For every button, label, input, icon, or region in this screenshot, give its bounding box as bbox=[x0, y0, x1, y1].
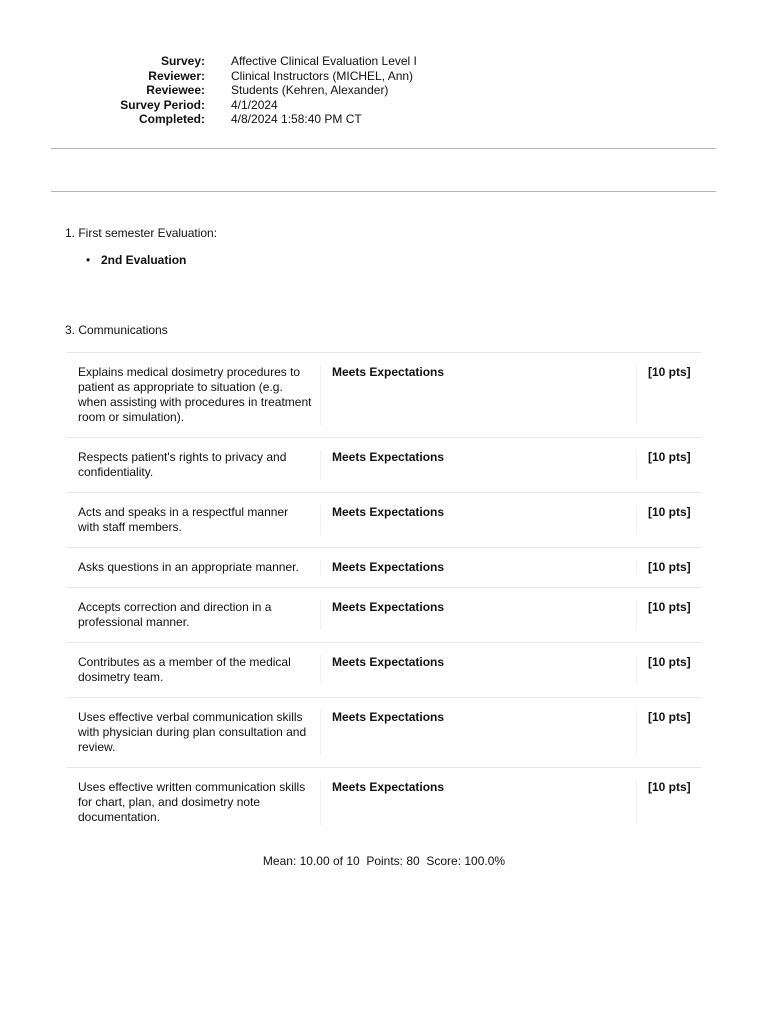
reviewee-label: Reviewee: bbox=[146, 83, 205, 97]
reviewer-label: Reviewer: bbox=[148, 68, 205, 83]
score-summary: Mean: 10.00 of 10 Points: 80 Score: 100.0% bbox=[262, 854, 506, 868]
criterion-rating: Meets Expectations bbox=[321, 450, 637, 480]
criterion-rating: Meets Expectations bbox=[321, 600, 637, 630]
question-3-title: 3. Communications bbox=[65, 323, 168, 337]
divider-top bbox=[51, 148, 716, 149]
meta-row-reviewee bbox=[0, 83, 768, 98]
criterion-points: [10 pts] bbox=[648, 780, 691, 794]
completed-label: Completed: bbox=[139, 112, 205, 126]
criterion-points: [10 pts] bbox=[648, 600, 691, 614]
criterion-rating: Meets Expectations bbox=[321, 710, 637, 755]
criterion-description: Contributes as a member of the medical dosimetry team. bbox=[67, 655, 321, 685]
communications-table bbox=[67, 352, 701, 837]
survey-period-label: Survey Period: bbox=[120, 97, 205, 112]
criterion-description: Acts and speaks in a respectful manner with staff members. bbox=[67, 505, 321, 535]
table-row bbox=[67, 437, 701, 492]
criterion-rating: Meets Expectations bbox=[321, 655, 637, 685]
criterion-description: Asks questions in an appropriate manner. bbox=[67, 560, 321, 575]
table-row bbox=[67, 492, 701, 547]
criterion-description: Uses effective written communication skills for chart, plan, and dosimetry note documentation. bbox=[67, 780, 321, 825]
table-row bbox=[67, 352, 701, 437]
table-row bbox=[67, 767, 701, 837]
completed-value: 4/8/2024 1:58:40 PM CT bbox=[231, 112, 362, 126]
survey-value: Affective Clinical Evaluation Level I bbox=[231, 54, 417, 68]
reviewer-value: Clinical Instructors (MICHEL, Ann) bbox=[231, 68, 414, 83]
reviewee-value: Students (Kehren, Alexander) bbox=[231, 83, 389, 97]
question-1-answers bbox=[86, 253, 186, 268]
survey-metadata bbox=[0, 54, 768, 127]
criterion-description: Uses effective verbal communication skills with physician during plan consultation and review. bbox=[67, 710, 321, 755]
survey-period-value: 4/1/2024 bbox=[231, 97, 278, 112]
criterion-points: [10 pts] bbox=[648, 655, 691, 669]
criterion-points: [10 pts] bbox=[648, 710, 691, 724]
criterion-points: [10 pts] bbox=[648, 365, 691, 379]
divider-bottom bbox=[51, 191, 716, 192]
table-row bbox=[67, 697, 701, 767]
criterion-rating: Meets Expectations bbox=[321, 365, 637, 425]
criterion-description: Explains medical dosimetry procedures to patient as appropriate to situation (e.g. when assisting with procedures in treatment room or simulation). bbox=[67, 365, 321, 425]
meta-row-completed bbox=[0, 112, 768, 127]
criterion-points: [10 pts] bbox=[648, 505, 691, 519]
criterion-rating: Meets Expectations bbox=[321, 780, 637, 825]
criterion-description: Respects patient's rights to privacy and confidentiality. bbox=[67, 450, 321, 480]
question-1-title: 1. First semester Evaluation: bbox=[65, 226, 218, 240]
criterion-description: Accepts correction and direction in a professional manner. bbox=[67, 600, 321, 630]
criterion-points: [10 pts] bbox=[648, 450, 691, 464]
meta-row-survey bbox=[0, 54, 768, 69]
criterion-rating: Meets Expectations bbox=[321, 505, 637, 535]
survey-label: Survey: bbox=[160, 54, 205, 68]
meta-row-survey-period bbox=[0, 98, 768, 113]
criterion-rating: Meets Expectations bbox=[321, 560, 637, 575]
meta-row-reviewer bbox=[0, 69, 768, 84]
table-row bbox=[67, 547, 701, 587]
criterion-points: [10 pts] bbox=[648, 560, 691, 574]
table-row bbox=[67, 642, 701, 697]
table-row bbox=[67, 587, 701, 642]
question-1-answer: • 2nd Evaluation bbox=[86, 253, 186, 268]
